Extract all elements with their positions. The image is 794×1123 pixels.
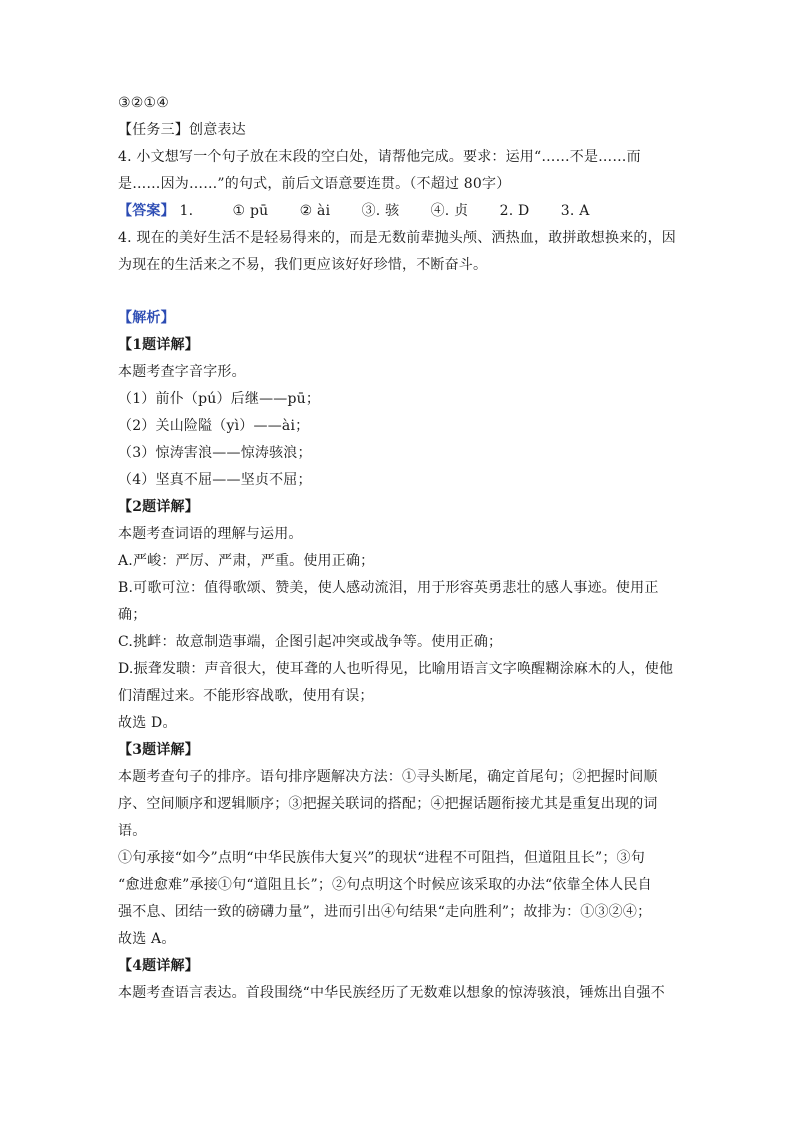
question4-line-2: 是……因为……”的句式，前后文语意要连贯。（不超过 80字） bbox=[118, 176, 511, 192]
analysis-text-line: （2）关山险隘（yì）——ài； bbox=[118, 418, 310, 434]
answer-summary-row bbox=[118, 198, 678, 225]
analysis-text-line: （4）坚真不屈——坚贞不屈； bbox=[118, 472, 312, 488]
answer-q4-line-1: 4. 现在的美好生活不是轻易得来的，而是无数前辈抛头颅、洒热血，敢拼敢想换来的，因 bbox=[118, 230, 677, 246]
analysis-text-line: 本题考查字音字形。 bbox=[118, 364, 246, 380]
answer-q1-item: ① pū bbox=[232, 203, 269, 219]
analysis-text-line: 们清醒过来。不能形容战歌，使用有误； bbox=[118, 688, 374, 704]
analysis-text-line: B.可歌可泣：值得歌颂、赞美，使人感动流泪，用于形容英勇悲壮的感人事迹。使用正 bbox=[118, 580, 659, 596]
analysis-sections bbox=[118, 332, 678, 1007]
analysis-text-line: 故选 D。 bbox=[118, 715, 177, 731]
document-page bbox=[118, 90, 678, 1007]
task3-heading: 【任务三】创意表达 bbox=[118, 122, 246, 138]
analysis-text-line: 序、空间顺序和逻辑顺序；③把握关联词的搭配；④把握话题衔接尤其是重复出现的词 bbox=[118, 796, 658, 812]
answer-q4-line-2: 为现在的生活来之不易，我们更应该好好珍惜，不断奋斗。 bbox=[118, 257, 488, 273]
analysis-text-line: 本题考查语言表达。首段围绕“中华民族经历了无数难以想象的惊涛骇浪，锤炼出自强不 bbox=[118, 985, 665, 1001]
analysis-text-line: 语。 bbox=[118, 823, 147, 839]
analysis-text-line: A.严峻：严厉、严肃，严重。使用正确； bbox=[118, 553, 375, 569]
analysis-text-line: 确； bbox=[118, 607, 147, 623]
analysis-text-line: 故选 A。 bbox=[118, 931, 176, 947]
order-answer-line: ③②①④ bbox=[118, 95, 170, 111]
section-heading: 【1题详解】 bbox=[118, 337, 199, 353]
analysis-label: 【解析】 bbox=[118, 310, 175, 326]
answer-q3: 3. A bbox=[560, 203, 590, 219]
section-heading: 【3题详解】 bbox=[118, 742, 199, 758]
analysis-text-line: C.挑衅：故意制造事端，企图引起冲突或战争等。使用正确； bbox=[118, 634, 503, 650]
answer-q1-item: ② ài bbox=[299, 203, 331, 219]
analysis-text-line: 本题考查词语的理解与运用。 bbox=[118, 526, 303, 542]
analysis-text-line: 本题考查句子的排序。语句排序题解决方法：①寻头断尾，确定首尾句；②把握时间顺 bbox=[118, 769, 658, 785]
analysis-text-line: D.振聋发聩：声音很大，使耳聋的人也听得见，比喻用语言文字唤醒糊涂麻木的人，使他 bbox=[118, 661, 674, 677]
analysis-text-line: （1）前仆（pú）后继——pū； bbox=[118, 391, 321, 407]
question4-line-1: 4. 小文想写一个句子放在末段的空白处，请帮他完成。要求：运用“……不是……而 bbox=[118, 149, 641, 165]
answer-q1-item: ④. 贞 bbox=[430, 203, 469, 219]
analysis-text-line: ①句承接“如今”点明“中华民族伟大复兴”的现状“进程不可阻挡，但道阻且长”；③句 bbox=[118, 850, 645, 866]
answer-q1-prefix: 1. bbox=[179, 203, 194, 219]
analysis-text-line: 强不息、团结一致的磅礴力量”，进而引出④句结果“走向胜利”；故排为：①③②④； bbox=[118, 904, 652, 920]
answer-q2: 2. D bbox=[499, 203, 530, 219]
answer-q1-item: ③. 骇 bbox=[361, 203, 400, 219]
analysis-text-line: “愈进愈难”承接①句“道阻且长”；②句点明这个时候应该采取的办法“依靠全体人民自 bbox=[118, 877, 652, 893]
section-heading: 【4题详解】 bbox=[118, 958, 199, 974]
section-heading: 【2题详解】 bbox=[118, 499, 199, 515]
analysis-text-line: （3）惊涛害浪——惊涛骇浪； bbox=[118, 445, 312, 461]
answer-label: 【答案】 bbox=[118, 203, 175, 219]
